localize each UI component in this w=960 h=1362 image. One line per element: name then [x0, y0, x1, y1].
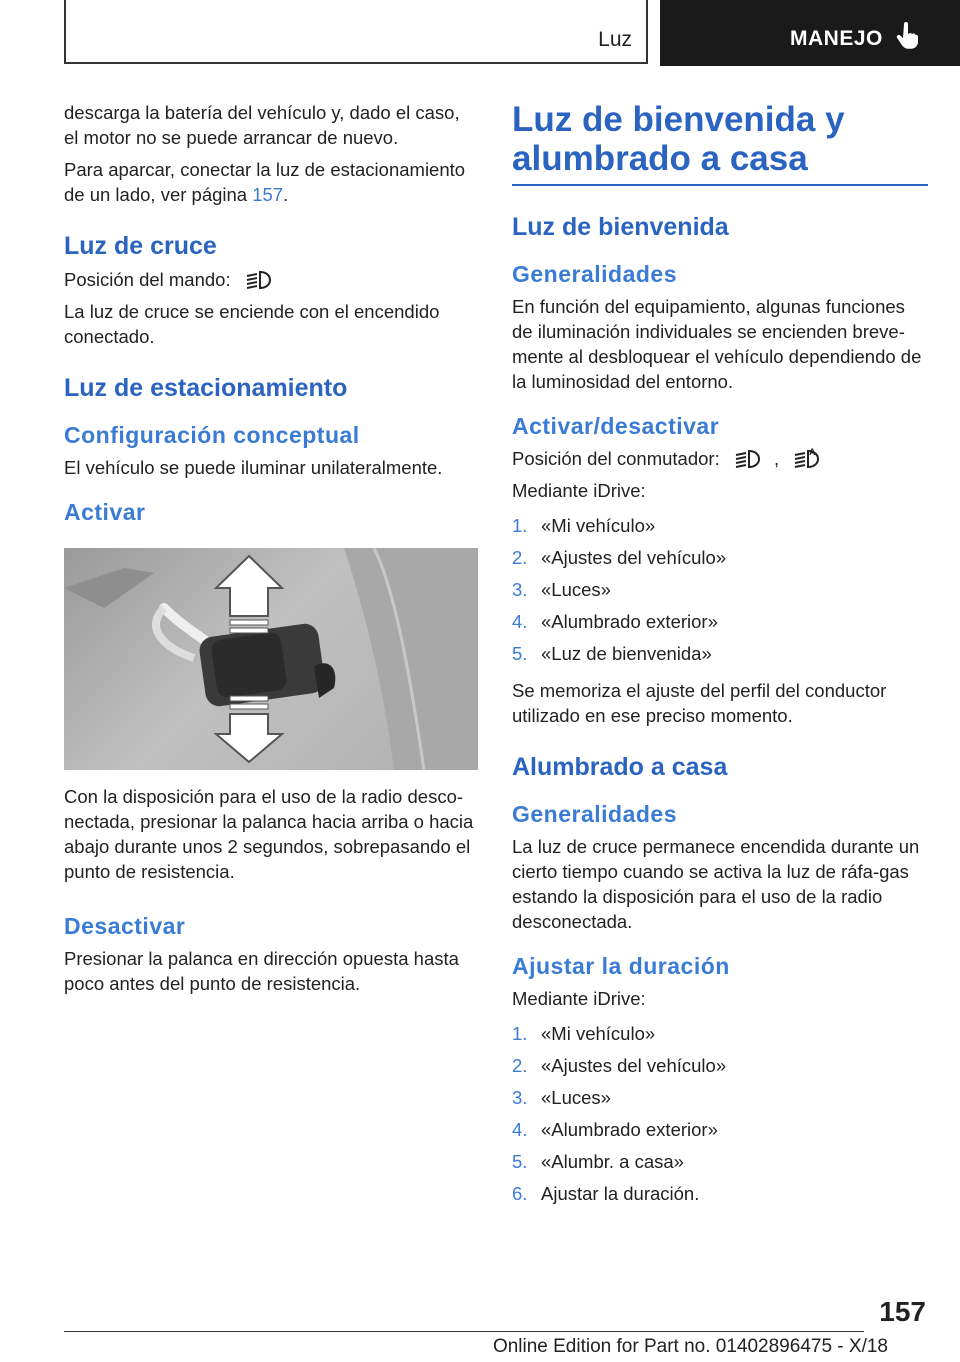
text: Para aparcar, conectar la luz de estacionamiento de un lado, ver página	[64, 159, 466, 205]
list-item	[512, 1082, 928, 1114]
step-text: «Mi vehículo»	[541, 515, 656, 536]
step-number: 3.	[512, 579, 528, 600]
paragraph: Mediante iDrive:	[512, 988, 646, 1009]
step-text: Ajustar la duración.	[541, 1183, 700, 1204]
left-column	[64, 100, 478, 1003]
page-reference-link[interactable]: 157	[252, 184, 284, 205]
step-number: 2.	[512, 547, 528, 568]
list-item	[512, 1114, 928, 1146]
step-text: «Luces»	[541, 1087, 611, 1108]
heading-luz-de-estacionamiento: Luz de estacionamiento	[64, 374, 348, 402]
step-text: «Alumbrado exterior»	[541, 611, 718, 632]
list-item	[512, 1050, 928, 1082]
heading-ajustar-duracion: Ajustar la duración	[512, 953, 730, 979]
paragraph: En función del equipamiento, algunas funciones de iluminación individuales se encienden breve-mente al desbloquear el vehículo dependiendo de la luminosidad del entorno.	[512, 296, 922, 392]
heading-activar-desactivar: Activar/desactivar	[512, 413, 720, 439]
footer-edition-text: Online Edition for Part no. 01402896475 - X/18	[492, 1336, 888, 1357]
paragraph	[64, 157, 478, 207]
list-item	[512, 606, 928, 638]
paragraph: El vehículo se puede iluminar unilateralmente.	[64, 457, 443, 478]
chapter-tab	[660, 0, 960, 66]
auto-headlight-icon	[792, 446, 822, 470]
footer-divider	[64, 1331, 864, 1332]
steps-list-bienvenida	[512, 510, 928, 670]
text: Posición del mando:	[64, 269, 231, 290]
step-number: 4.	[512, 611, 528, 632]
paragraph: La luz de cruce permanece encendida durante un cierto tiempo cuando se activa la luz de ráfa-gas estando la disposición para el uso de la radio desconectada.	[512, 836, 920, 932]
list-item	[512, 542, 928, 574]
separator: ,	[774, 448, 780, 469]
page-header	[64, 0, 960, 66]
paragraph	[64, 267, 478, 292]
paragraph: Presionar la palanca en dirección opuesta hasta poco antes del punto de resistencia.	[64, 948, 459, 994]
step-number: 2.	[512, 1055, 528, 1076]
paragraph: Con la disposición para el uso de la radio desco-nectada, presionar la palanca hacia arriba o hacia abajo durante unos 2 segundos, sobrepasando el punto de resistencia.	[64, 786, 474, 882]
heading-generalidades: Generalidades	[512, 801, 678, 827]
step-text: «Luces»	[541, 579, 611, 600]
list-item	[512, 1146, 928, 1178]
heading-generalidades: Generalidades	[512, 261, 678, 287]
section-label: Luz	[598, 28, 632, 51]
text: .	[283, 184, 289, 205]
heading-luz-de-bienvenida: Luz de bienvenida	[512, 213, 729, 241]
turn-signal-lever-illustration	[64, 548, 478, 770]
low-beam-icon	[733, 448, 763, 470]
step-number: 4.	[512, 1119, 528, 1140]
right-column	[512, 100, 928, 1218]
heading-luz-de-cruce: Luz de cruce	[64, 232, 217, 260]
list-item	[512, 510, 928, 542]
step-number: 6.	[512, 1183, 528, 1204]
step-number: 5.	[512, 643, 528, 664]
heading-configuracion: Configuración conceptual	[64, 422, 360, 448]
list-item	[512, 638, 928, 670]
heading-activar: Activar	[64, 499, 146, 525]
low-beam-icon	[244, 269, 274, 291]
paragraph: Se memoriza el ajuste del perfil del conductor utilizado en ese preciso momento.	[512, 680, 887, 726]
paragraph: Mediante iDrive:	[512, 480, 646, 501]
step-number: 3.	[512, 1087, 528, 1108]
heading-desactivar: Desactivar	[64, 913, 186, 939]
paragraph	[512, 446, 928, 471]
heading-alumbrado-a-casa: Alumbrado a casa	[512, 753, 728, 781]
step-text: «Luz de bienvenida»	[541, 643, 712, 664]
step-text: «Ajustes del vehículo»	[541, 1055, 727, 1076]
step-number: 1.	[512, 1023, 528, 1044]
page-number: 157	[879, 1296, 926, 1327]
step-number: 1.	[512, 515, 528, 536]
step-number: 5.	[512, 1151, 528, 1172]
step-text: «Ajustes del vehículo»	[541, 547, 727, 568]
steps-list-alumbrado	[512, 1018, 928, 1210]
paragraph: descarga la batería del vehículo y, dado el caso, el motor no se puede arrancar de nuevo.	[64, 102, 460, 148]
list-item	[512, 574, 928, 606]
heading-luz-bienvenida-alumbrado: Luz de bienvenida y alumbrado a casa	[512, 100, 928, 186]
step-text: «Mi vehículo»	[541, 1023, 656, 1044]
svg-text:A: A	[809, 447, 816, 457]
chapter-label: MANEJO	[790, 27, 883, 50]
text: Posición del conmutador:	[512, 448, 720, 469]
list-item	[512, 1178, 928, 1210]
paragraph: La luz de cruce se enciende con el encendido conectado.	[64, 301, 440, 347]
list-item	[512, 1018, 928, 1050]
section-tab	[64, 0, 648, 64]
step-text: «Alumbr. a casa»	[541, 1151, 684, 1172]
hand-pointer-icon	[896, 22, 918, 50]
step-text: «Alumbrado exterior»	[541, 1119, 718, 1140]
